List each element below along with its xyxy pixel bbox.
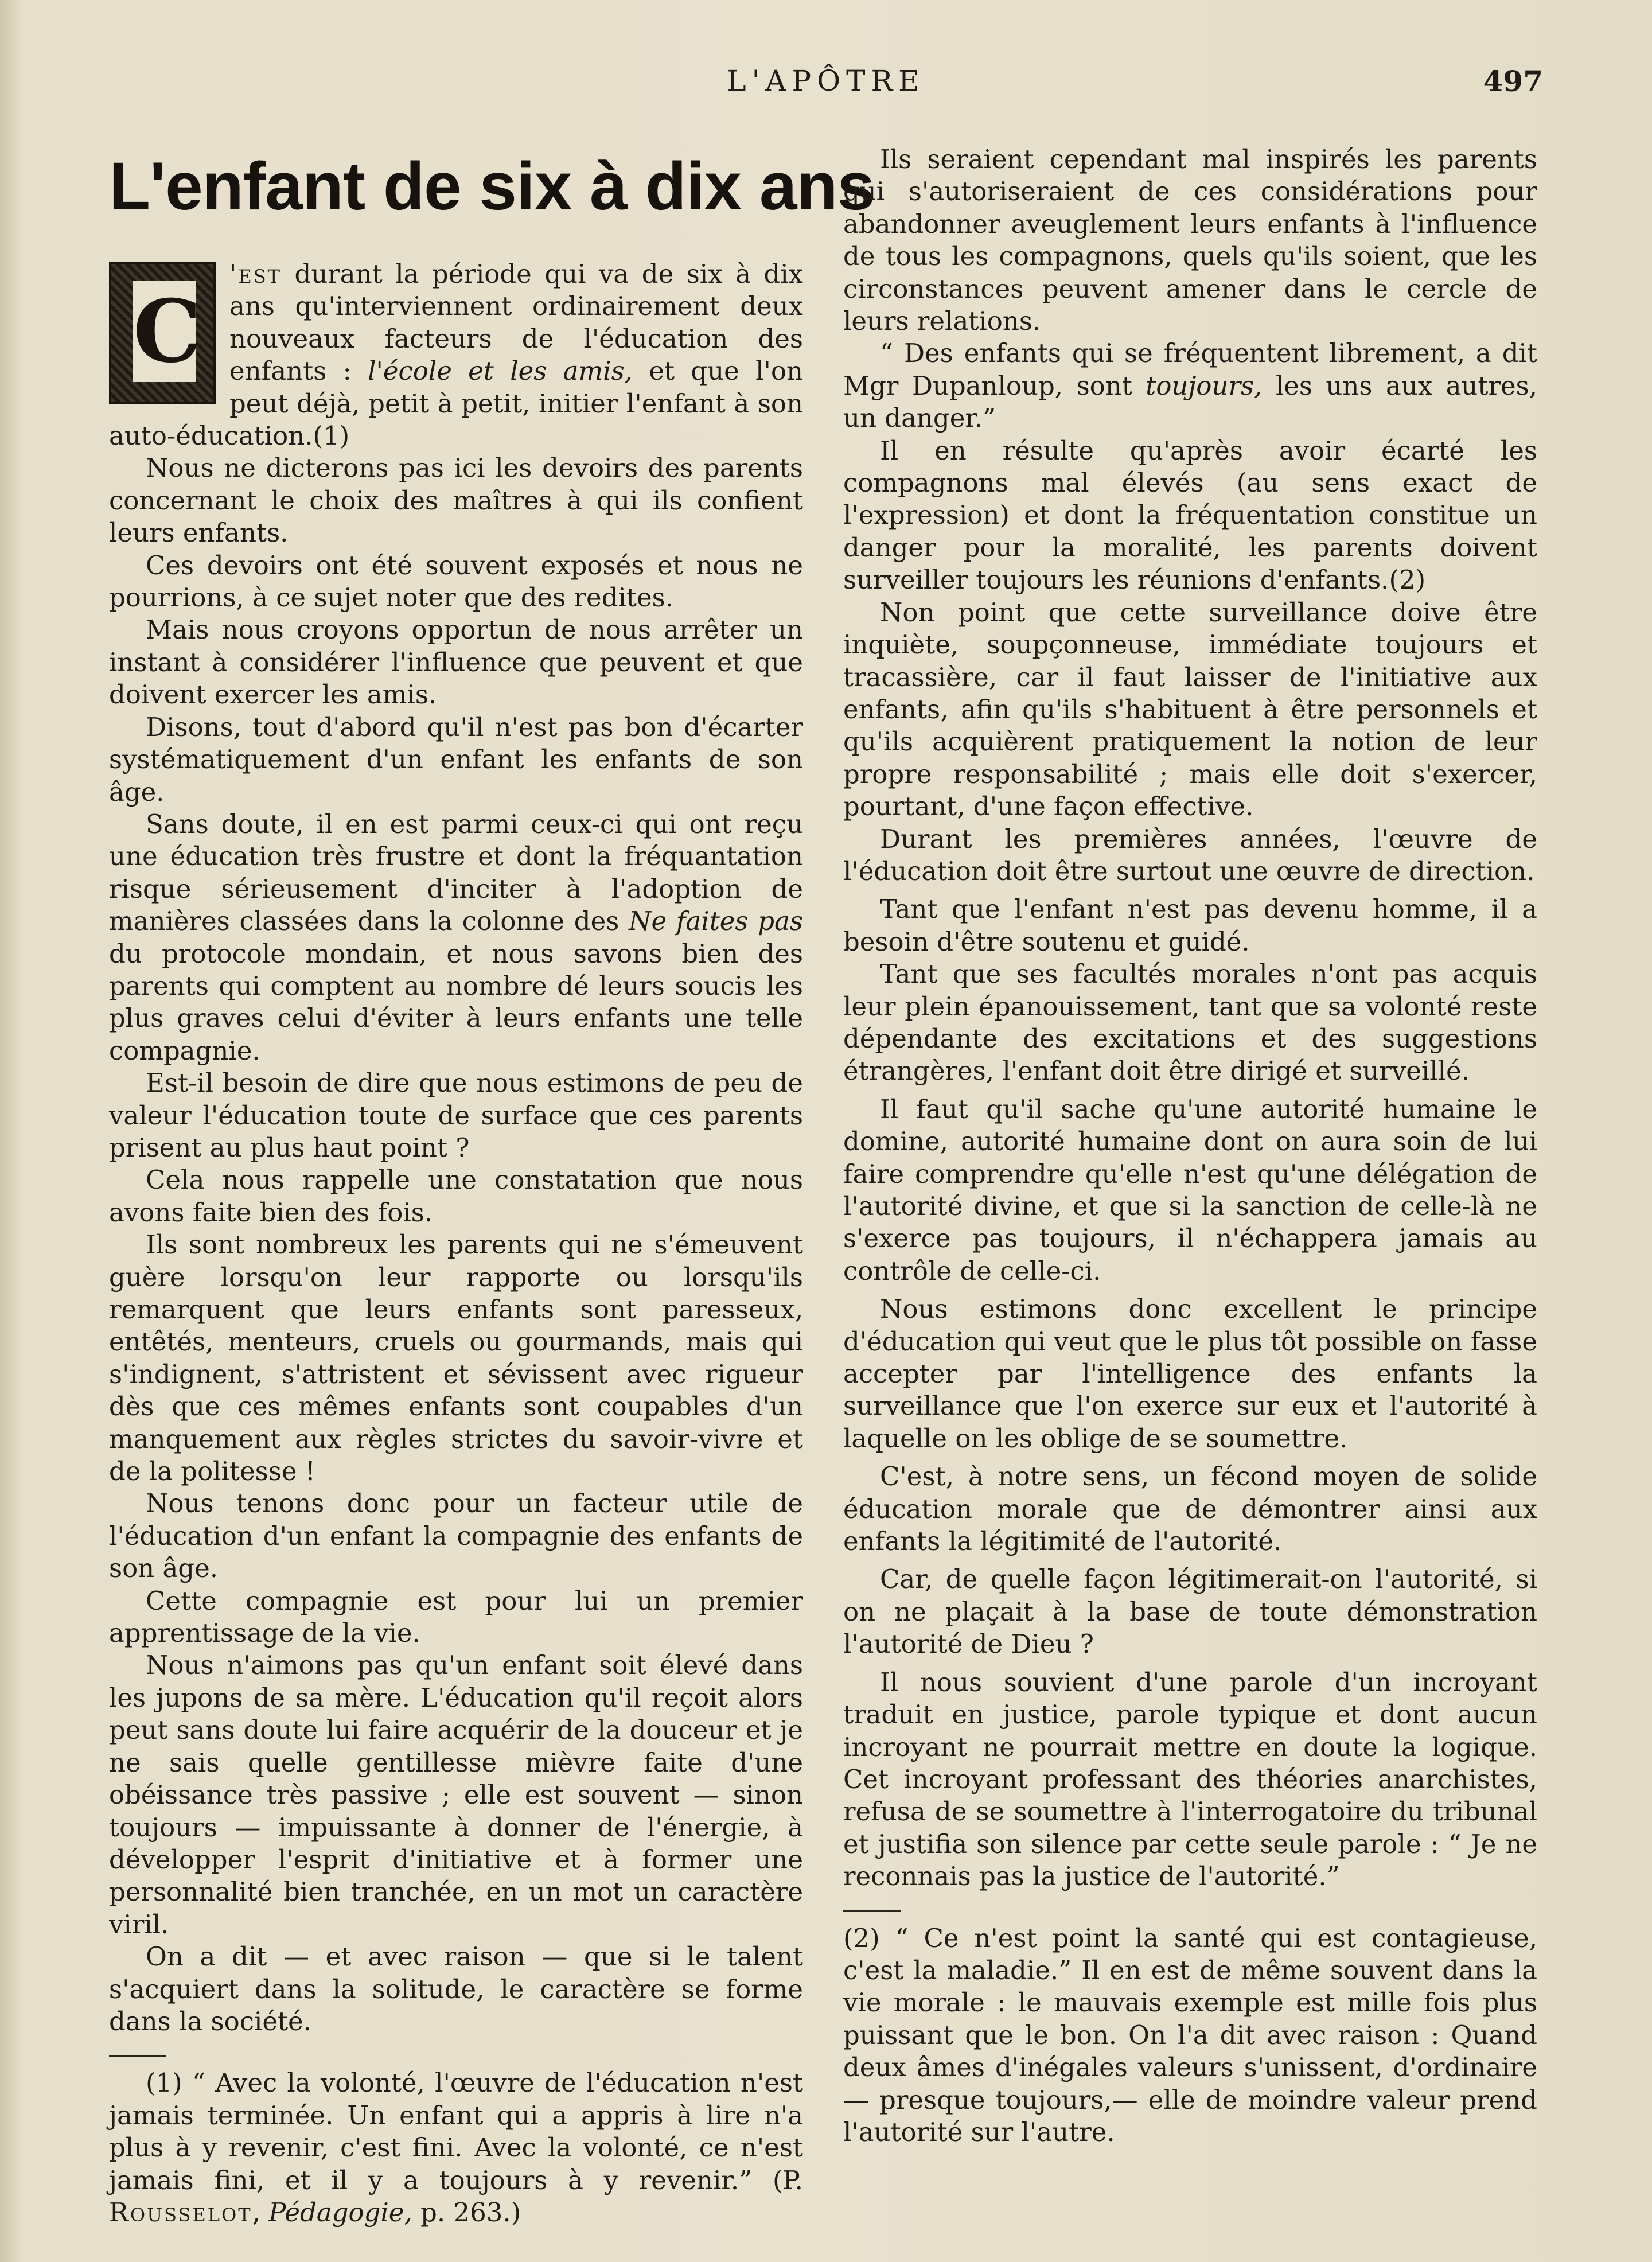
paragraph: Non point que cette surveillance doive être inquiète, soupçonneuse, immédiate toujours et tracassière, car il faut laisser de l'initiative aux enfants, afin qu'ils s'habituent à être personnels et qu'ils acquièrent pratiquement la notion de leur propre responsabilité ; mais elle doit s'exercer, pourtant, d'une façon effective. xyxy=(843,597,1537,822)
paragraph: Car, de quelle façon légitimerait-on l'autorité, si on ne plaçait à la base de toute démonstration l'autorité de Dieu ? xyxy=(843,1564,1537,1660)
book-title: Pédagogie, xyxy=(268,2197,412,2228)
footnote-divider xyxy=(843,1910,901,1912)
paragraph: Nous estimons donc excellent le principe d'éducation qui veut que le plus tôt possible on fasse accepter par l'intelligence des enfants la surveillance que l'on exerce sur eux et l'autorité à laquelle on les oblige de se soumettre. xyxy=(843,1294,1537,1454)
text-run: les uns aux autres, un danger.” xyxy=(843,370,1538,434)
text-run: (1) “ Avec la volonté, l'œuvre de l'éducation n'est jamais terminée. Un enfant qui a appris à lire n'a plus à y revenir, c'est fini. Avec la volonté, ce n'est jamais fini, et il y a toujours à y revenir.” (P. xyxy=(109,2068,803,2195)
paragraph: Ces devoirs ont été souvent exposés et nous ne pourrions, à ce sujet noter que des redites. xyxy=(109,550,803,613)
paragraph: On a dit — et avec raison — que si le talent s'acquiert dans la solitude, le caractère se forme dans la société. xyxy=(109,1941,803,2037)
article-title: L'enfant de six à dix ans xyxy=(109,149,875,224)
paragraph: Il nous souvient d'une parole d'un incroyant traduit en justice, parole typique et dont aucun incroyant ne pourrait mettre en doute la logique. Cet incroyant professant des théories anarchistes, refusa de se soumettre à l'interrogatoire du tribunal et justifia son silence par cette seule parole : “ Je ne reconnais pas la justice de l'autorité.” xyxy=(843,1667,1537,1892)
paragraph: Durant les premières années, l'œuvre de l'éducation doit être surtout une œuvre de direction. xyxy=(843,823,1537,886)
author-name: Rousselot xyxy=(109,2197,252,2228)
text-run: et que l'on peut déjà, petit à petit, initier l'enfant à son auto-éducation.(1) xyxy=(109,356,803,451)
left-column xyxy=(109,143,875,2229)
paragraph xyxy=(109,808,803,1067)
footnote-divider xyxy=(109,2055,166,2057)
dropcap-letter: C xyxy=(133,281,202,382)
text-emphasis: l'école et les amis, xyxy=(368,356,633,387)
paragraph: Mais nous croyons opportun de nous arrêter un instant à considérer l'influence que peuvent et que doivent exercer les amis. xyxy=(109,614,803,710)
paragraph: Il faut qu'il sache qu'une autorité humaine le domine, autorité humaine dont on aura soin de lui faire comprendre qu'elle n'est qu'une délégation de l'autorité divine, et que si la sanction de celle-là ne s'exerce pas toujours, il n'échappera jamais au contrôle de celle-ci. xyxy=(843,1093,1537,1286)
paragraph: Tant que l'enfant n'est pas devenu homme, il a besoin d'être soutenu et guidé. xyxy=(843,894,1537,957)
ornamental-dropcap xyxy=(109,262,216,404)
text-run: durant la période qui va de six à dix ans qu'interviennent ordinairement deux nouveaux facteurs de l'éducation des enfants : xyxy=(229,259,803,387)
text-run: , xyxy=(252,2197,269,2228)
paragraph: C'est, à notre sens, un fécond moyen de solide éducation morale que de démontrer ainsi aux enfants la légitimité de l'autorité. xyxy=(843,1461,1537,1557)
paragraph: Nous ne dicterons pas ici les devoirs des parents concernant le choix des maîtres à qui ils confient leurs enfants. xyxy=(109,453,803,548)
paragraph: Tant que ses facultés morales n'ont pas acquis leur plein épanouissement, tant que sa volonté reste dépendante des excitations et des suggestions étrangères, l'enfant doit être dirigé et surveillé. xyxy=(843,959,1537,1087)
paragraph: Cette compagnie est pour lui un premier apprentissage de la vie. xyxy=(109,1585,803,1649)
page-number: 497 xyxy=(1483,64,1543,98)
text-run: du protocole mondain, et nous savons bien des parents qui comptent au nombre dé leurs soucis les plus graves celui d'éviter à leurs enfants une telle compagnie. xyxy=(109,938,803,1066)
text-emphasis: toujours, xyxy=(1146,370,1263,401)
paragraph: Ils sont nombreux les parents qui ne s'émeuvent guère lorsqu'on leur rapporte ou lorsqu'ils remarquent que leurs enfants sont paresseux, entêtés, menteurs, cruels ou gourmands, mais qui s'indignent, s'attristent et sévissent avec rigueur dès que ces mêmes enfants sont coupables d'un manquement aux règles strictes du savoir-vivre et de la politesse ! xyxy=(109,1229,803,1487)
paragraph xyxy=(843,337,1537,434)
text-run: “ Des enfants qui se fréquentent librement, a dit Mgr Dupanloup, sont xyxy=(843,338,1537,401)
paragraph: Ils seraient cependant mal inspirés les parents qui s'autoriseraient de ces considérations pour abandonner aveuglement leurs enfants à l'influence de tous les compagnons, quels qu'ils soient, que les circonstances peuvent amener dans le cercle de leurs relations. xyxy=(843,144,1537,337)
right-column xyxy=(843,143,1537,2148)
paragraph: Cela nous rappelle une constatation que nous avons faite bien des fois. xyxy=(109,1165,803,1228)
footnote-2: (2) “ Ce n'est point la santé qui est contagieuse, c'est la maladie.” Il en est de même souvent dans la vie morale : le mauvais exemple est mille fois plus puissant que le bon. On l'a dit avec raison : Quand deux âmes d'inégales valeurs s'unissent, d'ordinaire — presque toujours,— elle de moindre valeur prend l'autorité sur l'autre. xyxy=(843,1922,1537,2147)
running-title: L'APÔTRE xyxy=(727,64,925,98)
paragraph: Nous tenons donc pour un facteur utile de l'éducation d'un enfant la compagnie des enfants de son âge. xyxy=(109,1488,803,1584)
text-run: Sans doute, il en est parmi ceux-ci qui ont reçu une éducation très frustre et dont la fréquantation risque sérieusement d'inciter à l'adoption de manières classées dans la colonne des xyxy=(109,808,803,937)
text-run: p. 263.) xyxy=(412,2197,521,2228)
paragraph: Est-il besoin de dire que nous estimons de peu de valeur l'éducation toute de surface que ces parents prisent au plus haut point ? xyxy=(109,1068,803,1163)
paragraph: Nous n'aimons pas qu'un enfant soit élevé dans les jupons de sa mère. L'éducation qu'il reçoit alors peut sans doute lui faire acquérir de la douceur et je ne sais quelle gentillesse mièvre faite d'une obéissance très passive ; elle est souvent — sinon toujours — impuissante à donner de l'énergie, à développer l'esprit d'initiative et à former une personnalité bien tranchée, en un mot un caractère viril. xyxy=(109,1650,803,1940)
paragraph: Il en résulte qu'après avoir écarté les compagnons mal élevés (au sens exact de l'expression) et dont la fréquentation constitue un danger pour la moralité, les parents doivent surveiller toujours les réunions d'enfants.(2) xyxy=(843,435,1537,595)
text-emphasis: Ne faites pas xyxy=(629,906,803,937)
page-header xyxy=(109,64,1543,110)
lead-in: 'est xyxy=(229,259,282,289)
paragraph xyxy=(109,258,803,452)
paragraph: Disons, tout d'abord qu'il n'est pas bon d'écarter systématiquement d'un enfant les enfants de son âge. xyxy=(109,711,803,807)
footnote-1 xyxy=(109,2067,803,2229)
